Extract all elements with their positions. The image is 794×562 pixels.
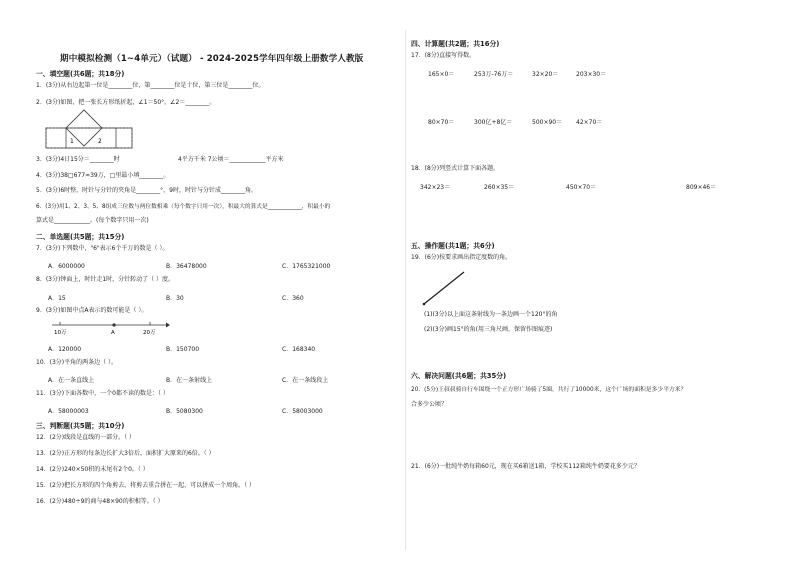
question-20-line1: 20．(5分)王叔叔骑自行车围绕一个正方形广场骑了5圈，共行了10000米，这个广场的面积是多少平方米？: [411, 387, 687, 393]
q7-option-c: C．1765321000: [282, 263, 331, 270]
question-20-line2: 合多少公顷？: [411, 401, 448, 408]
question-17: 17．(8分)直接写得数。: [411, 52, 476, 59]
angle-label-2: 2: [98, 138, 102, 145]
question-6-line1: 6．(3分)用1、2、3、5、8组成三位数与两位数相乘（每个数字只用一次），积最大的算式是____________，积最小的: [36, 204, 331, 210]
question-1: 1．(3分)从右边起第一位是________位，第________位是十位，第三位是________位。: [36, 82, 265, 89]
q8-option-a: A．15: [48, 295, 66, 302]
number-line-label-start: 10万: [54, 330, 67, 336]
q17-item-1: 165×0＝: [428, 71, 455, 78]
angle-label-1: 1: [70, 138, 74, 145]
q8-option-c: C．360: [282, 295, 304, 302]
question-15: 15．(2分)把长方形的四个角剪去，将剪去重合拼在一起，可以拼成一个周角。（ ）: [36, 482, 256, 489]
q17-item-8: 42×70＝: [576, 119, 603, 126]
q17-item-3: 32×20＝: [532, 71, 559, 78]
q17-item-4: 203×30＝: [576, 71, 607, 78]
q17-item-5: 80×70＝: [428, 119, 455, 126]
question-19-part1: (1)(3分)以上面这条射线为一条边画一个120°的角: [424, 311, 558, 318]
q11-option-c: C．58003000: [282, 408, 323, 415]
question-3a: 3．(3分)4日15分＝________时: [36, 156, 120, 163]
q9-option-c: C．168340: [282, 346, 316, 353]
folded-paper-figure: [44, 108, 134, 150]
number-line-label-end: 20万: [143, 330, 156, 336]
q18-item-3: 450×70＝: [566, 184, 597, 191]
question-13: 13．(2分)正方形的每条边长扩大3倍后，面积扩大原来的6倍。（ ）: [36, 450, 215, 457]
question-5: 5．(3分)6时整，时针与分针的夹角是________°，9时，时针与分针成________角。: [36, 187, 257, 194]
section-true-false: 三、判断题(共5题；共10分): [36, 422, 125, 430]
question-16: 16．(2分)480÷9的商与48×90的积相等。（ ）: [36, 498, 164, 505]
question-11: 11．(3分)下面各数中，一个0都不读的数是：（ ）: [36, 390, 169, 397]
q17-item-6: 300亿+8亿＝: [474, 119, 513, 126]
question-3b: 4平方千米 7公顷＝____________平方米: [178, 156, 284, 163]
q9-option-a: A．120000: [48, 346, 82, 353]
question-2: 2．(3分)如图，把一张长方形纸折起，∠1＝50°，∠2＝________。: [36, 99, 216, 106]
question-10: 10．(3分)平角的两条边（ ）。: [36, 359, 118, 366]
section-calculation: 四、计算题(共2题；共16分): [411, 40, 500, 48]
question-4: 4．(3分)38□677≈39万，□里最小填________。: [36, 172, 170, 179]
q8-option-b: B．30: [166, 295, 184, 302]
ray-figure: [420, 268, 470, 308]
q10-option-a: A．在一条直线上: [48, 377, 95, 384]
q10-option-c: C．在一条线段上: [282, 377, 329, 384]
column-divider: [405, 30, 406, 550]
question-18: 18．(8分)列竖式计算下面各题。: [411, 165, 500, 172]
question-19-part2: (2)(3分)画15°的角(用三角尺画，保留作图痕迹): [424, 326, 553, 333]
question-7: 7．(3分)下列数中，"6"表示6个千万的数是（ ）。: [36, 245, 169, 252]
q17-item-2: 253万-76万＝: [474, 71, 514, 78]
question-19: 19．(6分)按要求画出指定度数的角。: [411, 254, 512, 261]
number-line-label-a: A: [111, 330, 115, 336]
question-6-line2: 算式是____________。(每个数字只用一次): [36, 217, 149, 224]
question-12: 12．(2分)线段是直线的一部分。（ ）: [36, 434, 136, 441]
question-8: 8．(3分)钟面上，时针走1时，分针转动了（ ）度。: [36, 276, 175, 283]
question-21: 21．(6分)一批纯牛奶每箱60元，现在买6箱送1箱，学校买112箱纯牛奶要花多少元？: [411, 463, 640, 470]
q18-item-1: 342×23＝: [420, 184, 451, 191]
q11-option-a: A．58000003: [48, 408, 89, 415]
q18-item-4: 809×46＝: [686, 184, 717, 191]
q9-option-b: B．150700: [166, 346, 200, 353]
q10-option-b: B．在一条射线上: [166, 377, 213, 384]
section-operation: 五、操作题(共1题；共6分): [411, 242, 495, 250]
page-title: 期中模拟检测（1~4单元）（试题） - 2024-2025学年四年级上册数学人教版: [60, 54, 364, 64]
question-14: 14．(2分)240×50积的末尾有2个0。（ ）: [36, 466, 149, 473]
section-single-choice: 二、单选题(共5题；共15分): [36, 233, 125, 241]
section-fill-blank: 一、填空题(共6题；共18分): [36, 70, 125, 78]
q7-option-b: B．36478000: [166, 263, 207, 270]
q7-option-a: A．6000000: [48, 263, 85, 270]
q11-option-b: B．5080300: [166, 408, 203, 415]
q17-item-7: 500×90＝: [532, 119, 563, 126]
question-9: 9．(3分)如图中点A表示的数可能是（ ）。: [36, 307, 148, 314]
number-line-figure: [50, 318, 170, 338]
section-problem-solving: 六、解决问题(共6题；共35分): [411, 372, 507, 380]
q18-item-2: 260×35＝: [484, 184, 515, 191]
